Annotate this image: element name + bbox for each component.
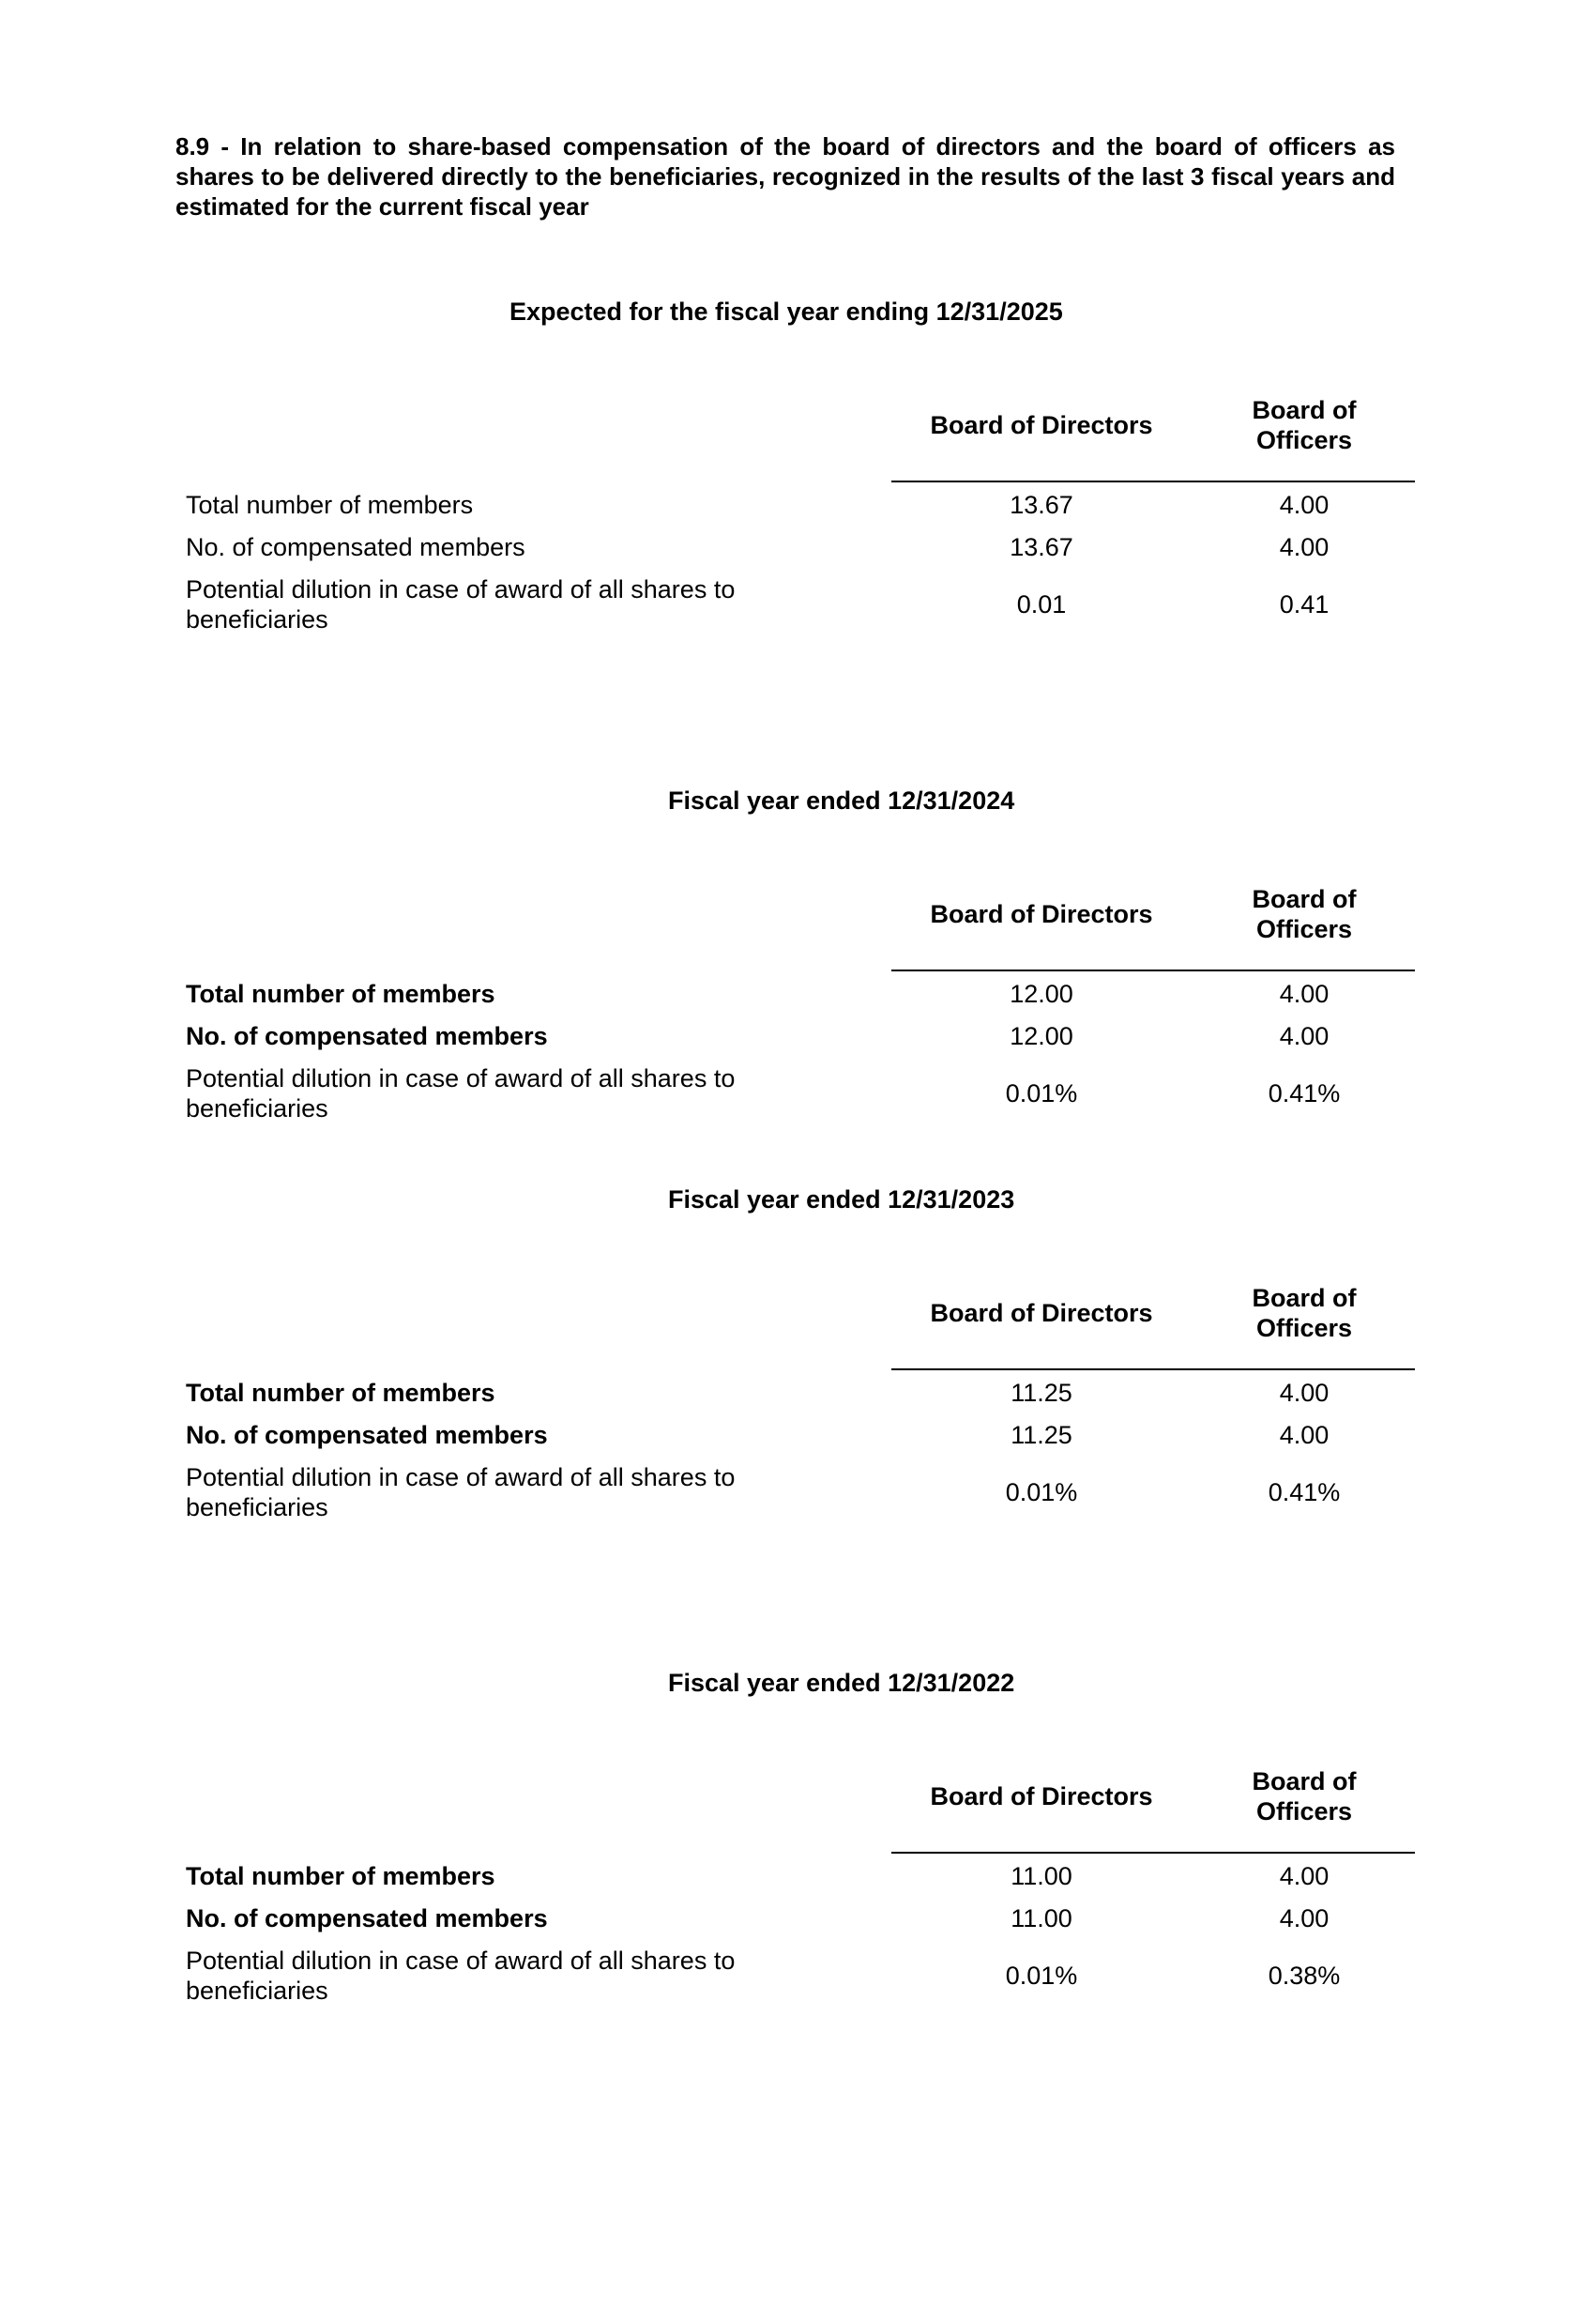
header-rule [891,1852,1415,1854]
cell-officers-potential-dilution: 0.41 [1279,590,1330,618]
cell-directors-compensated-members: 12.00 [1010,1022,1073,1050]
cell-officers-compensated-members: 4.00 [1279,1904,1330,1932]
cell-directors-total-members: 11.25 [1011,1379,1072,1407]
row-label-potential-dilution: Potential dilution in case of award of all shares to beneficiaries [186,575,736,634]
row-label-total-members: Total number of members [186,1862,495,1890]
section-title-2022: Fiscal year ended 12/31/2022 [668,1669,1015,1697]
cell-directors-compensated-members: 13.67 [1010,533,1073,561]
row-label-potential-dilution: Potential dilution in case of award of all shares to beneficiaries [186,1463,736,1521]
cell-officers-total-members: 4.00 [1279,1862,1330,1890]
row-label-total-members: Total number of members [186,491,474,519]
cell-officers-compensated-members: 4.00 [1279,1421,1330,1449]
section-title-2023: Fiscal year ended 12/31/2023 [668,1185,1015,1214]
col-head-officers: Board of Officers [1252,396,1357,454]
cell-directors-compensated-members: 11.00 [1011,1904,1072,1932]
row-label-compensated-members: No. of compensated members [186,1022,548,1050]
cell-officers-potential-dilution: 0.41% [1268,1079,1341,1107]
header-rule [891,1368,1415,1370]
cell-directors-potential-dilution: 0.01% [1005,1079,1078,1107]
col-head-directors: Board of Directors [930,1299,1153,1327]
header-rule [891,970,1415,971]
cell-directors-potential-dilution: 0.01% [1005,1478,1078,1506]
cell-officers-potential-dilution: 0.38% [1268,1962,1341,1990]
row-label-compensated-members: No. of compensated members [186,1421,548,1449]
cell-directors-compensated-members: 11.25 [1011,1421,1072,1449]
cell-directors-total-members: 12.00 [1010,980,1073,1008]
cell-officers-total-members: 4.00 [1279,1379,1330,1407]
section-title-2025: Expected for the fiscal year ending 12/31/2025 [509,298,1063,326]
row-label-potential-dilution: Potential dilution in case of award of all shares to beneficiaries [186,1947,736,2005]
page-heading: 8.9 - In relation to share-based compensation of the board of directors and the board of officers as shares to be delivered directly to the beneficiaries, recognized in the results of the last 3 fiscal years and estimated for the current fiscal year [175,132,1395,221]
col-head-directors: Board of Directors [930,411,1153,439]
cell-officers-compensated-members: 4.00 [1279,533,1330,561]
col-head-officers: Board of Officers [1252,885,1357,943]
col-head-officers: Board of Officers [1252,1767,1357,1825]
cell-directors-potential-dilution: 0.01% [1005,1962,1078,1990]
cell-officers-compensated-members: 4.00 [1279,1022,1330,1050]
header-rule [891,481,1415,482]
row-label-potential-dilution: Potential dilution in case of award of all shares to beneficiaries [186,1064,736,1122]
col-head-directors: Board of Directors [930,900,1153,928]
cell-officers-total-members: 4.00 [1279,491,1330,519]
col-head-officers: Board of Officers [1252,1284,1357,1342]
cell-directors-total-members: 13.67 [1010,491,1073,519]
cell-officers-total-members: 4.00 [1279,980,1330,1008]
cell-officers-potential-dilution: 0.41% [1268,1478,1341,1506]
cell-directors-potential-dilution: 0.01 [1016,590,1067,618]
row-label-compensated-members: No. of compensated members [186,1904,548,1932]
row-label-total-members: Total number of members [186,980,495,1008]
col-head-directors: Board of Directors [930,1782,1153,1810]
row-label-total-members: Total number of members [186,1379,495,1407]
cell-directors-total-members: 11.00 [1011,1862,1072,1890]
row-label-compensated-members: No. of compensated members [186,533,525,561]
section-title-2024: Fiscal year ended 12/31/2024 [668,786,1015,815]
